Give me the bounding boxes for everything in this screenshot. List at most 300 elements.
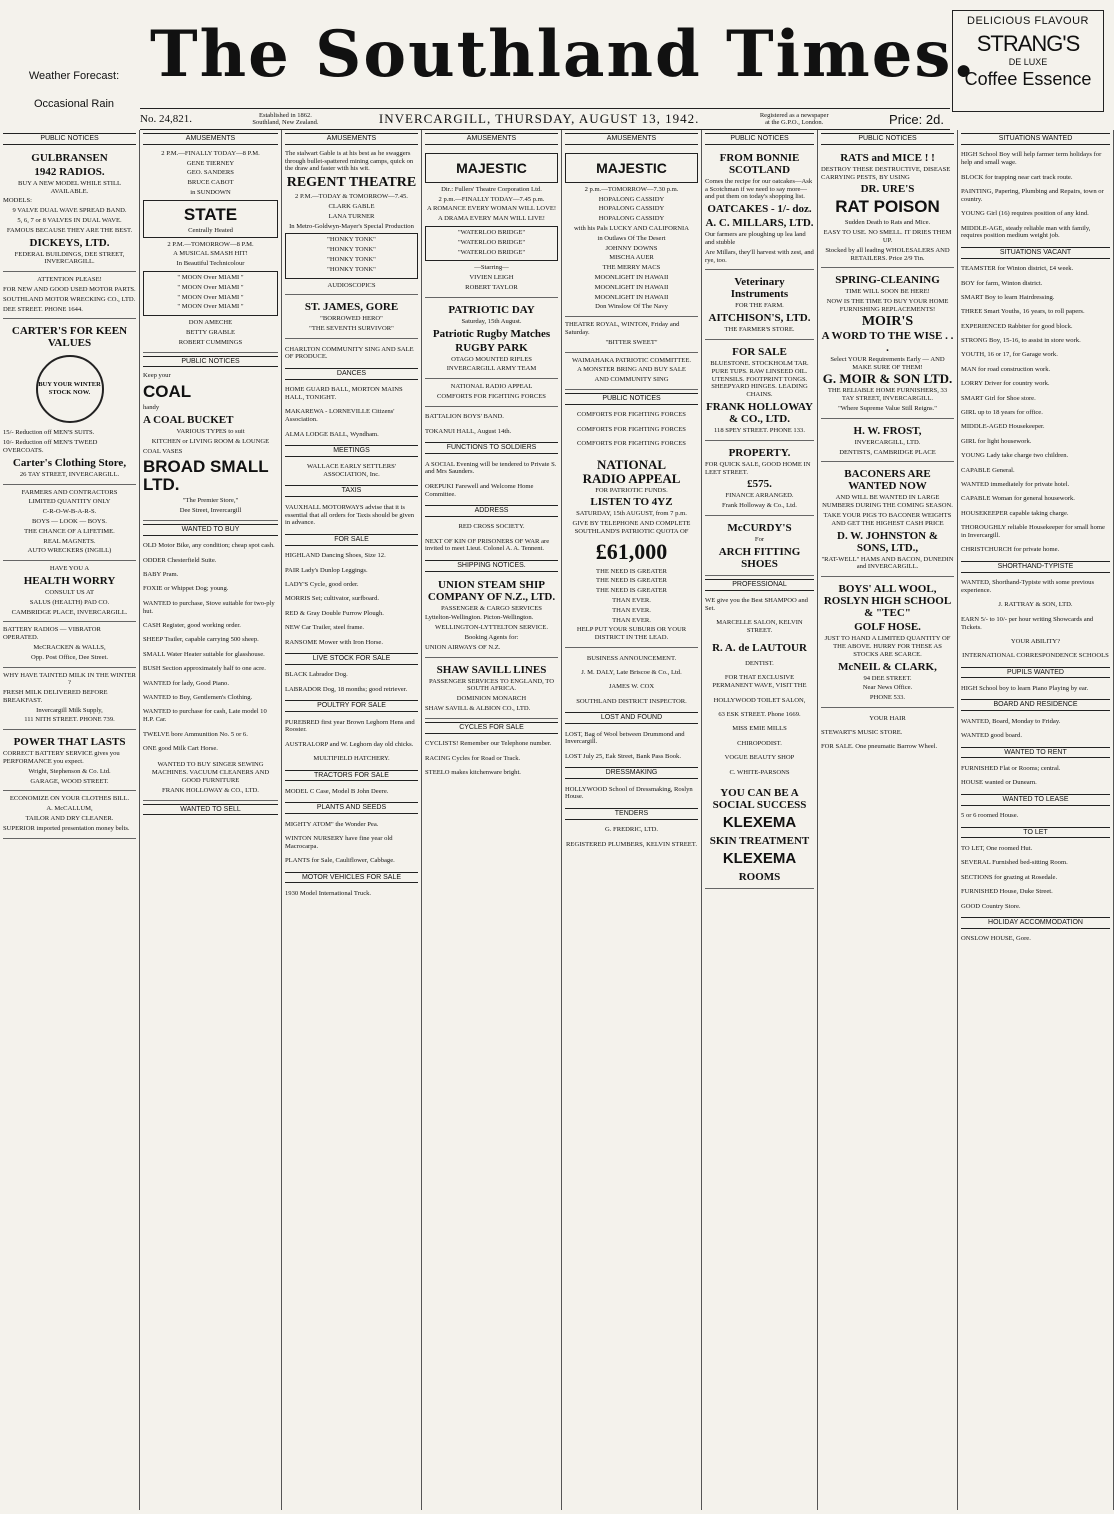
ad-address: FEDERAL BUILDINGS, DEE STREET, INVERCARGILL.	[14, 250, 125, 266]
ad-text: THE NEED IS GREATER	[596, 577, 667, 585]
classified-item: TWELVE bore Ammunition No. 5 or 6.	[143, 730, 248, 738]
cast-member: BRUCE CABOT	[187, 179, 234, 187]
ad-subheadline: ARCH FITTING SHOES	[718, 545, 801, 570]
ad-text: THAN EVER.	[612, 616, 651, 624]
ad-text: Stocked by all leading WHOLESALERS AND RETAILERS. Price 2/9 Tin.	[825, 246, 950, 262]
classified-item: MIGHTY ATOM" the Wonder Pea.	[285, 820, 379, 828]
classified-item: WINTON NURSERY have fine year old Macrocarpa.	[285, 835, 393, 850]
classified-item: WANTED immediately for private hotel.	[961, 480, 1070, 488]
dateline-bar	[140, 108, 950, 130]
radio-appeal-notice	[425, 381, 558, 407]
classified-item: SHEEP Trailer, capable carrying 500 sheep.	[143, 636, 259, 644]
moirs-ad	[821, 270, 954, 418]
promo-line-3: DE LUXE	[1008, 57, 1048, 67]
ad-text: FOR THE FARM.	[735, 302, 784, 310]
section-header: WANTED TO LEASE	[961, 794, 1110, 806]
film-title: "HONKY TONK"	[327, 246, 376, 254]
section-header: PLANTS AND SEEDS	[285, 802, 418, 814]
film-title: "BITTER SWEET"	[605, 338, 658, 346]
coffee-essence-ad	[952, 10, 1104, 112]
section-header: FUNCTIONS TO SOLDIERS	[425, 442, 558, 454]
section-header: FOR SALE	[285, 534, 418, 546]
classified-item: WANTED, Board, Monday to Friday.	[961, 717, 1061, 725]
section-header: ADDRESS	[425, 505, 558, 517]
ad-text: Saturday, 15th August.	[461, 317, 522, 325]
classified-item: G. FREDRIC, LTD.	[604, 826, 659, 834]
classified-item: LORRY Driver for country work.	[961, 380, 1050, 388]
classified-item: VOGUE BEAUTY SHOP	[724, 754, 795, 762]
waimahaka-ad	[565, 355, 698, 390]
notice-line: COMFORTS FOR FIGHTING FORCES	[577, 411, 686, 419]
ad-text: FOR NEW AND GOOD USED MOTOR PARTS.	[3, 285, 136, 293]
weather-label: Weather Forecast:	[28, 70, 120, 82]
ad-headline: GULBRANSEN	[31, 151, 108, 164]
ad-headline: Veterinary Instruments	[730, 276, 789, 301]
ad-address: Dee Street, Invercargill	[179, 507, 242, 515]
section-header: PUBLIC NOTICES	[821, 133, 954, 145]
cast-member: CLARK GABLE	[328, 202, 375, 210]
section-header: AMUSEMENTS	[565, 133, 698, 145]
ad-text: Keep your	[143, 372, 171, 380]
ad-text: In Beautiful Technicolour	[176, 260, 245, 268]
classified-item: MULTIFIELD HATCHERY.	[313, 755, 390, 763]
rat-poison-ad	[821, 148, 954, 269]
state-theatre-box	[143, 200, 278, 238]
classified-item: J. RATTRAY & SON, LTD.	[998, 601, 1073, 609]
cast-member: THE MERRY MACS	[602, 264, 661, 272]
ad-address: 111 NITH STREET. PHONE 739.	[24, 716, 115, 724]
ad-advertiser: AUTO WRECKERS (INGILL)	[27, 547, 112, 555]
classified-item: HOLLYWOOD TOILET SALON,	[713, 696, 806, 704]
ad-advertiser: SOUTHLAND MOTOR WRECKING CO., LTD.	[3, 295, 136, 303]
classified-item: PAIR Lady's Dunlop Leggings.	[285, 566, 368, 574]
section-header: TENDERS	[565, 808, 698, 820]
classified-item: MIDDLE-AGED Housekeeper.	[961, 423, 1045, 431]
classified-item: CAPABLE General.	[961, 466, 1015, 474]
brand-name: KLEXEMA	[722, 814, 797, 832]
classified-item: MIDDLE-AGE, steady reliable man with family, requires position medium weight job.	[961, 224, 1091, 240]
ad-text: 9 VALVE DUAL WAVE SPREAD BAND.	[12, 207, 127, 215]
classified-item: SOUTHLAND DISTRICT INSPECTOR.	[576, 697, 687, 705]
farm-supplies-ad	[705, 342, 814, 441]
ad-text: 15/- Reduction off MEN'S SUITS.	[3, 429, 95, 437]
ad-advertiser: AITCHISON'S, LTD.	[708, 312, 811, 325]
ad-text: A ROMANCE EVERY WOMAN WILL LOVE!	[426, 205, 557, 213]
ad-text: C-R-O-W-B-A-R-S.	[42, 508, 97, 516]
venue-name: RUGBY PARK	[455, 341, 528, 354]
film-title: in Outlaws Of The Desert	[597, 234, 666, 242]
film-title: MOONLIGHT IN HAWAII	[594, 283, 669, 291]
oatcakes-ad	[705, 148, 814, 271]
ad-text: BATTERY RADIOS — VIBRATOR OPERATED.	[3, 626, 101, 642]
ad-text: "The Premier Store,"	[182, 497, 239, 505]
classified-item: WALLACE EARLY SETTLERS' ASSOCIATION, Inc.	[307, 463, 396, 479]
ad-headline: SHAW SAVILL LINES	[436, 663, 547, 676]
ad-advertiser: Wright, Stephenson & Co. Ltd.	[28, 767, 111, 775]
classified-item: OREPUKI Farewell and Welcome Home Committee.	[425, 482, 534, 498]
ad-headline: UNION STEAM SHIP COMPANY OF N.Z., LTD.	[427, 578, 556, 603]
ad-text: PHONE 533.	[869, 694, 906, 702]
classified-item: PUREBRED first year Brown Leghorn Hens and Rooster.	[285, 718, 415, 734]
classified-item: FOXIE or Whippet Dog; young.	[143, 585, 229, 593]
classified-item: C. WHITE-PARSONS	[729, 768, 790, 776]
cast-member: VIVIEN LEIGH	[469, 274, 514, 282]
column-1	[0, 130, 140, 1510]
ad-address: Opp. Post Office, Dee Street.	[31, 653, 108, 661]
classified-item: J. M. DALY, Late Briscoe & Co., Ltd.	[581, 669, 682, 677]
section-header: PUBLIC NOTICES	[705, 133, 814, 145]
ad-headline: PROPERTY.	[728, 446, 791, 459]
section-header: MOTOR VEHICLES FOR SALE	[285, 872, 418, 884]
classified-item: A SOCIAL Evening will be tendered to Private S. and Mrs Saunders.	[425, 460, 557, 476]
classified-item: LADY'S Cycle, good order.	[285, 581, 359, 589]
tailor-ad	[3, 793, 136, 838]
classified-item: BLOCK for trapping near cart track route.	[961, 173, 1073, 181]
ad-advertiser: A. C. MILLARS, LTD.	[705, 217, 814, 230]
ad-text: 5, 6, 7 or 8 VALVES IN DUAL WAVE.	[17, 216, 122, 224]
cast-member: JOHNNY DOWNS	[605, 244, 658, 252]
ad-advertiser: D. W. JOHNSTON & SONS, LTD.,	[837, 529, 938, 554]
classified-item: WANTED good board.	[961, 732, 1022, 740]
ad-text: Sudden Death to Rats and Mice.	[844, 219, 931, 227]
ad-text: Select YOUR Requirements Early — AND MAKE SURE OF THEM!	[830, 355, 945, 371]
classified-item: FOR THAT EXCLUSIVE PERMANENT WAVE, VISIT THE	[712, 674, 807, 690]
film-title: HOPALONG CASSIDY	[598, 215, 665, 223]
ad-advertiser: G. MOIR & SON LTD.	[822, 371, 953, 387]
ad-text: FAMOUS BECAUSE THEY ARE THE BEST.	[6, 226, 133, 234]
ad-subheadline: SKIN TREATMENT	[709, 835, 810, 848]
ad-subheadline: GOLF HOSE.	[854, 621, 921, 634]
ad-text: THE FARMER'S STORE.	[724, 326, 795, 334]
notice-line: COMFORTS FOR FIGHTING FORCES	[577, 440, 686, 448]
shaw-savill-ad	[425, 660, 558, 719]
classified-item: REGISTERED PLUMBERS, KELVIN STREET.	[566, 840, 697, 848]
ad-headline: RADIO APPEAL	[582, 470, 681, 486]
ad-text: FINANCE ARRANGED.	[725, 492, 794, 500]
classified-item: VAUXHALL MOTORWAYS advise that it is essential that all orders for Taxis should be given in advance.	[285, 503, 415, 527]
classified-item: HOUSEKEEPER capable taking charge.	[961, 509, 1069, 517]
ad-headline: POWER THAT LASTS	[13, 736, 126, 749]
theatre-name: MAJESTIC	[456, 159, 527, 176]
classified-item: WANTED to purchase for cash, Late model 10 H.P. Car.	[143, 708, 267, 724]
film-title: HOPALONG CASSIDY	[598, 195, 665, 203]
cast-member: ROBERT CUMMINGS	[178, 338, 243, 346]
ad-text: THE NEED IS GREATER	[596, 587, 667, 595]
classified-item: RED & Gray Double Furrow Plough.	[285, 609, 384, 617]
ad-headline: WHY HAVE TAINTED MILK IN THE WINTER ?	[3, 671, 136, 687]
classified-item: LABRADOR Dog, 18 months; good retriever.	[285, 685, 408, 693]
section-header: AMUSEMENTS	[143, 133, 278, 145]
column-7	[818, 130, 958, 1510]
ad-headline: HEALTH WORRY	[23, 574, 116, 587]
section-header: SITUATIONS VACANT	[961, 247, 1110, 259]
classified-item: MISS EMIE MILLS	[732, 725, 787, 733]
classified-item: ONSLOW HOUSE, Gore.	[961, 935, 1031, 943]
ad-text: 2 P.M.—TODAY & TOMORROW—7.45.	[295, 193, 408, 201]
classified-item: WANTED for lady, Good Piano.	[143, 679, 230, 687]
film-title: MOONLIGHT IN HAWAII	[594, 273, 669, 281]
gulbransen-ad	[3, 148, 136, 272]
section-header: TRACTORS FOR SALE	[285, 770, 418, 782]
ad-text: NOW IS THE TIME TO BUY YOUR HOME FURNISHING REPLACEMENTS!	[826, 298, 949, 313]
ad-text: 2 P.M.—FINALLY TODAY—8 P.M.	[161, 149, 260, 157]
ad-text: "RAT-WELL" HAMS AND BACON, DUNEDIN and INVERCARGILL.	[821, 555, 954, 571]
classified-item: HOME GUARD BALL, MORTON MAINS HALL, TONIGHT.	[285, 386, 403, 401]
classified-item: EXPERIENCED Rabbiter for good block.	[961, 322, 1073, 330]
ad-subheadline: OATCAKES - 1/- doz.	[707, 203, 812, 216]
film-title: "HONKY TONK"	[327, 265, 376, 273]
ad-text: VARIOUS TYPES to suit	[176, 427, 245, 435]
classified-item: OLD Motor Bike, any condition; cheap spot cash.	[143, 542, 275, 550]
ad-text: CORRECT BATTERY SERVICE gives you PERFORMANCE you expect.	[3, 750, 120, 766]
coal-bucket-ad	[143, 370, 278, 521]
cast-member: GENE TIERNEY	[186, 159, 235, 167]
cast-member: LANA TURNER	[328, 212, 375, 220]
ad-text: INVERCARGILL ARMY TEAM	[446, 365, 537, 373]
radio-ad	[3, 624, 136, 667]
klexema-ad	[705, 783, 814, 889]
film-title: " MOON Over MIAMI "	[177, 293, 244, 301]
registered-line-2: at the G.P.O., London.	[765, 119, 824, 126]
classified-item: SMART Girl for Shoe store.	[961, 394, 1036, 402]
ad-slogan: "Where Supreme Value Still Reigns."	[838, 404, 937, 412]
weather-value: Occasional Rain	[33, 98, 115, 110]
classified-item: INTERNATIONAL CORRESPONDENCE SCHOOLS	[962, 652, 1109, 660]
classified-item: WE give you the Best SHAMPOO and Set.	[705, 597, 808, 612]
ad-text: with his Pals LUCKY AND CALIFORNIA	[574, 224, 689, 232]
classified-item: CASH Register, good working order.	[143, 622, 241, 630]
ad-text: FOR PATRIOTIC FUNDS.	[595, 486, 668, 494]
ad-text: SATURDAY, 15th AUGUST, from 7 p.m.	[576, 510, 687, 518]
ad-address: 118 SPEY STREET. PHONE 133.	[714, 426, 805, 434]
ad-advertiser: Invercargill Milk Supply,	[36, 706, 103, 714]
ad-text: THE CHANCE OF A LIFETIME.	[24, 527, 115, 535]
classified-item: MORRIS Set; cultivator, surfboard.	[285, 595, 380, 603]
column-6	[702, 130, 818, 1510]
ad-headline: WAIMAHAKA PATRIOTIC COMMITTEE.	[572, 356, 691, 364]
section-header: PROFESSIONAL	[705, 579, 814, 591]
film-title-box	[425, 226, 558, 261]
classified-item: ALMA LODGE BALL, Wyndham.	[285, 430, 379, 438]
section-header: AMUSEMENTS	[425, 133, 558, 145]
section-header: WANTED TO SELL	[143, 804, 278, 816]
ad-advertiser: A. McCALLUM,	[46, 805, 93, 813]
baconers-ad	[821, 464, 954, 577]
ad-headline: ATTENTION PLEASE!	[37, 276, 102, 284]
section-header: DANCES	[285, 368, 418, 380]
film-title: HOPALONG CASSIDY	[598, 205, 665, 213]
st-james-ad	[285, 297, 418, 339]
classified-item: STEWART'S MUSIC STORE.	[821, 728, 903, 736]
ad-text: Our farmers are ploughing up lea land and stubble	[705, 231, 806, 246]
section-header: POULTRY FOR SALE	[285, 700, 418, 712]
classified-item: BUSINESS ANNOUNCEMENT.	[586, 654, 677, 662]
column-4	[422, 130, 562, 1510]
section-header: DRESSMAKING	[565, 767, 698, 779]
ad-advertiser: BROAD SMALL LTD.	[143, 457, 269, 495]
ad-text: In Metro-Goldwyn-Mayer's Special Production	[289, 222, 414, 230]
classified-item: CYCLISTS! Remember our Telephone number.	[425, 740, 552, 748]
newspaper-title: The Southland Times.	[150, 17, 977, 92]
classified-item: RANSOME Mower with Iron Horse.	[285, 638, 383, 646]
ad-advertiser: Carter's Clothing Store,	[12, 456, 127, 469]
state-sundown-ad	[143, 148, 278, 353]
classified-item: YOUTH, 16 or 17, for Garage work.	[961, 351, 1058, 359]
section-header: PUBLIC NOTICES	[3, 133, 136, 145]
product-name: RAT POISON	[835, 197, 940, 217]
ad-text: BUY A NEW MODEL WHILE STILL AVAILABLE.	[17, 179, 122, 195]
ad-text: TAILOR AND DRY CLEANER.	[25, 815, 114, 823]
film-title: " MOON Over MIAMI "	[177, 273, 244, 281]
promo-line-2: STRANG'S	[976, 31, 1080, 56]
quota-amount: £61,000	[595, 538, 668, 564]
section-header: PUPILS WANTED	[961, 667, 1110, 679]
ad-headline: FARMERS AND CONTRACTORS	[21, 488, 118, 496]
section-header: WANTED TO BUY	[143, 524, 278, 536]
ad-text: —Starring—	[474, 264, 509, 272]
classified-item: SEVERAL Furnished bed-sitting Room.	[961, 859, 1068, 867]
classified-item: BABY Pram.	[143, 571, 179, 579]
classified-item: LOST July 25, Eak Street, Bank Pass Book.	[565, 752, 681, 760]
classified-item: THREE Smart Youths, 16 years, to roll papers.	[961, 308, 1085, 316]
ad-text: BLUESTONE. STOCKHOLM TAR. PURE TUPS. RAW LINSEED OIL. UTENSILS. FOOTPRINT TONGS. SHEEPYARD HINGES. LEADING CHAINS.	[710, 359, 809, 399]
ad-headline: NATIONAL RADIO APPEAL	[450, 383, 533, 391]
ad-text: OTAGO MOUNTED RIFLES	[451, 355, 532, 363]
ad-advertiser: FRANK HOLLOWAY & CO., LTD.	[162, 786, 259, 794]
classified-item: YOUNG Girl (16) requires position of any kind.	[961, 210, 1089, 218]
ad-text: DESTROY THESE DESTRUCTIVE, DISEASE CARRYING PESTS, BY USING	[821, 165, 951, 181]
ad-advertiser: McCRACKEN & WALLS,	[33, 643, 106, 651]
ad-headline: FROM BONNIE SCOTLAND	[719, 151, 800, 176]
ad-text: 2 p.m.—TOMORROW—7.30 p.m.	[584, 185, 679, 193]
classified-item: MAN for road construction work.	[961, 365, 1051, 373]
carters-ad	[3, 321, 136, 484]
classified-item: YOUR HAIR	[869, 714, 906, 722]
film-title: "THE SEVENTH SURVIVOR"	[309, 325, 394, 333]
column-8	[958, 130, 1114, 1510]
classified-item: NEW Car Trailer, steel frame.	[285, 624, 365, 632]
section-header: TAXIS	[285, 485, 418, 497]
classified-item: BATTALION BOYS' BAND.	[425, 413, 504, 421]
theatre-royal-ad	[565, 319, 698, 352]
ad-headline: BACONERS ARE WANTED NOW	[844, 468, 931, 493]
health-ad	[3, 563, 136, 622]
ad-text: GIVE BY TELEPHONE AND COMPLETE SOUTHLAND'S PATRIOTIC QUOTA OF	[572, 520, 691, 535]
ad-text: REAL MAGNETS.	[43, 537, 96, 545]
majestic-hopalong-ad	[565, 148, 698, 317]
classified-item: YOUNG Lady take charge two children.	[961, 452, 1069, 460]
classified-item: 63 ESK STREET. Phone 1669.	[718, 711, 801, 719]
ad-subheadline: Patriotic Rugby Matches	[432, 327, 551, 340]
classified-item: WANTED to purchase, Stove suitable for two-ply hut.	[143, 599, 275, 615]
classified-item: STEELO makes kitchenware bright.	[425, 769, 521, 776]
film-title: " MOON Over MIAMI "	[177, 283, 244, 291]
ad-text: Comes the recipe for our oatcakes—Ask a Scotchman if we need to say more—and put them on today's shopping list.	[705, 177, 813, 201]
ad-text: UNION AIRWAYS OF N.Z.	[425, 643, 501, 651]
national-radio-appeal-ad	[565, 455, 698, 649]
film-title: "WATERLOO BRIDGE"	[457, 228, 526, 236]
ad-text: JUST TO HAND A LIMITED QUANTITY OF THE ABOVE. HURRY FOR THESE AS STOCKS ARE SCARCE.	[824, 635, 951, 658]
classified-item: HIGHLAND Dancing Shoes, Size 12.	[285, 552, 386, 560]
ad-subheadline: LISTEN TO 4YZ	[590, 496, 673, 509]
classified-item: CHARLTON COMMUNITY SING AND SALE OF PRODUCE.	[285, 345, 414, 361]
classified-item: TO LET, One roomed Hut.	[961, 844, 1033, 852]
ad-headline: SPRING-CLEANING	[835, 274, 940, 287]
ad-advertiser: McNEIL & CLARK,	[838, 660, 937, 673]
classified-item: STRONG Boy, 15-16, to assist in store work.	[961, 337, 1081, 345]
section-header: LOST AND FOUND	[565, 712, 698, 724]
ad-text: TIME WILL SOON BE HERE!	[845, 288, 930, 296]
ad-address: 26 TAY STREET, INVERCARGILL.	[19, 470, 120, 478]
cast-member: DON AMECHE	[188, 319, 233, 327]
classified-item: THOROUGHLY reliable Housekeeper for small home in Invercargill.	[961, 524, 1105, 539]
cast-member: MISCHA AUER	[609, 254, 654, 262]
ad-text: AND WILL BE WANTED IN LARGE NUMBERS DURING THE COMING SEASON.	[822, 494, 953, 510]
classified-item: NEXT OF KIN OF PRISONERS OF WAR are invited to meet Lieut. Colonel A. A. Tennent.	[425, 537, 550, 553]
ad-headline: McCURDY'S	[727, 521, 792, 534]
advertiser-name: MOIR'S	[861, 313, 914, 329]
film-title: MOONLIGHT IN HAWAII	[594, 293, 669, 301]
ad-address: CAMBRIDGE PLACE, INVERCARGILL.	[11, 608, 128, 616]
ad-headline: FOR SALE	[732, 345, 787, 358]
classified-item: TOKANUI HALL, August 14th.	[425, 427, 512, 435]
price: Price: 2d.	[889, 111, 944, 127]
ad-text: FRESH MILK DELIVERED BEFORE BREAKFAST.	[3, 689, 108, 704]
classified-item: GIRL up to 18 years for office.	[961, 409, 1043, 417]
section-header: PUBLIC NOTICES	[565, 393, 698, 405]
film-title: "HONKY TONK"	[327, 236, 376, 244]
classified-item: HOLLYWOOD School of Dressmaking, Roslyn House.	[565, 785, 693, 801]
section-header: TO LET	[961, 827, 1110, 839]
mccurdys-ad	[705, 518, 814, 576]
issue-number: No. 24,821.	[140, 113, 192, 125]
ad-text: HAVE YOU A	[49, 565, 90, 573]
veterinary-ad	[705, 272, 814, 340]
ad-text: A MONSTER BRING AND BUY SALE	[577, 366, 686, 374]
section-header: PUBLIC NOTICES	[143, 356, 278, 368]
classified-item: FURNISHED House, Duke Street.	[961, 888, 1053, 896]
classified-item: SMALL Water Heater suitable for glasshouse.	[143, 650, 265, 658]
motor-parts-ad	[3, 274, 136, 319]
singer-machines-ad	[143, 759, 278, 800]
classified-item: RED CROSS SOCIETY.	[458, 523, 525, 531]
dentist-name: R. A. de LAUTOUR	[712, 641, 807, 654]
ad-address: THE RELIABLE HOME FURNISHERS, 33 TAY STREET, INVERCARGILL.	[827, 387, 948, 403]
classified-item: MODEL C Case, Model B John Deere.	[285, 787, 389, 795]
classified-item: WANTED, Shorthand-Typiste with some previous experience.	[961, 579, 1095, 594]
ad-text: Dir.: Fullers' Theatre Corporation Ltd.	[441, 185, 542, 193]
ad-advertiser: SALUS (HEALTH) PAD CO.	[29, 598, 110, 606]
classified-item: DENTIST.	[745, 660, 774, 668]
section-header: BOARD AND RESIDENCE	[961, 699, 1110, 711]
ad-text: 2 P.M.—TOMORROW—8 P.M.	[167, 240, 254, 248]
dateline: INVERCARGILL, THURSDAY, AUGUST 13, 1942.	[378, 111, 700, 126]
ad-headline: BOYS' ALL WOOL, ROSLYN HIGH SCHOOL & "TEC"	[823, 583, 952, 620]
ad-text: WELLINGTON-LYTTELTON SERVICE.	[435, 624, 548, 632]
film-title: "BORROWED HERO"	[320, 315, 383, 323]
ad-text: COMFORTS FOR FIGHTING FORCES	[437, 392, 546, 400]
ad-headline: YOU CAN BE A SOCIAL SUCCESS	[712, 787, 807, 812]
classified-item: WANTED to Buy, Gentlemen's Clothing.	[143, 694, 253, 702]
classified-item: CHRISTCHURCH for private home.	[961, 546, 1060, 554]
ad-text: THAN EVER.	[612, 597, 651, 605]
brand-name: KLEXEMA	[722, 850, 797, 868]
theatre-name: REGENT THEATRE	[286, 175, 417, 191]
ad-address: DEE STREET. PHONE 1644.	[3, 305, 83, 313]
ad-text: BOYS — LOOK — BOYS.	[32, 517, 107, 525]
property-ad	[705, 443, 814, 516]
section-header: HOLIDAY ACCOMMODATION	[961, 917, 1110, 929]
